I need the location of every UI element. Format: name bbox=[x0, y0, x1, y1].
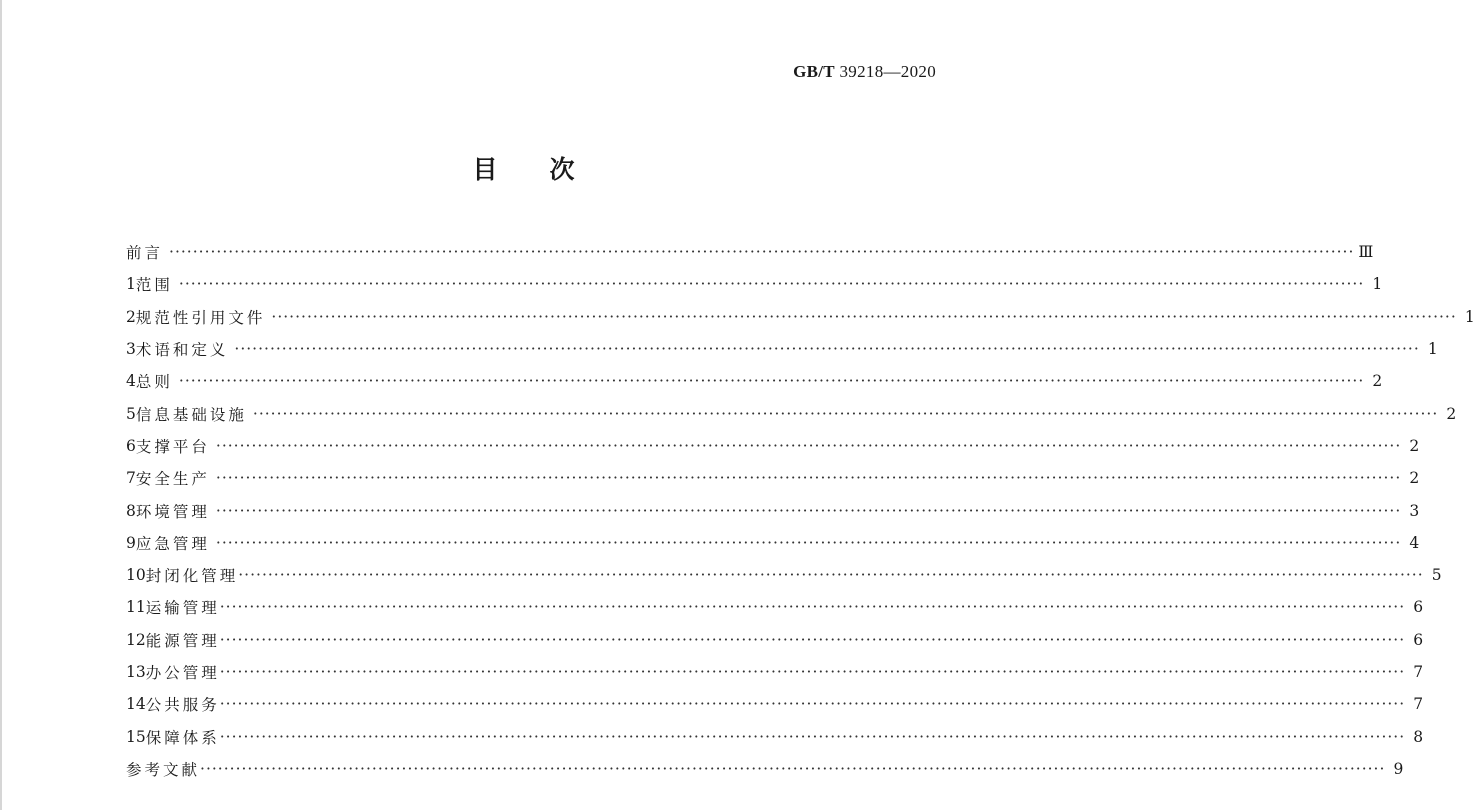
toc-entry-number: 8 bbox=[126, 501, 136, 520]
toc-entry-label: 封闭化管理 bbox=[145, 567, 239, 586]
toc-entry-page: 6 bbox=[1413, 598, 1424, 617]
toc-entry-number: 3 bbox=[126, 340, 136, 359]
toc-leader-dots: ········································································································································································································ bbox=[169, 243, 1355, 262]
toc-entry-label: 总则 bbox=[135, 373, 173, 392]
toc-entry-label: 应急管理 bbox=[135, 534, 210, 553]
toc-entry-label: 信息基础设施 bbox=[135, 405, 247, 424]
toc-leader-dots: ········································································································································································································ bbox=[219, 663, 1406, 681]
toc-entry-number: 11 bbox=[126, 598, 146, 617]
toc-entry[interactable] bbox=[126, 333, 1438, 365]
toc-entry-page: 5 bbox=[1431, 566, 1442, 585]
toc-entry[interactable] bbox=[126, 430, 1420, 462]
toc-entry-label: 环境管理 bbox=[135, 502, 210, 521]
toc-entry-number: 12 bbox=[126, 630, 146, 649]
toc-entry-label: 参考文献 bbox=[126, 760, 201, 779]
toc-entry-label: 公共服务 bbox=[145, 696, 220, 715]
toc-entry[interactable] bbox=[126, 624, 1424, 656]
toc-entry-number: 13 bbox=[126, 663, 146, 681]
toc-entry-page: 1 bbox=[1372, 275, 1383, 294]
toc-entry-page: Ⅲ bbox=[1358, 243, 1374, 262]
toc-entry-page: 1 bbox=[1464, 307, 1475, 326]
toc-entry-page: 2 bbox=[1409, 469, 1420, 488]
toc-leader-dots: ········································································································································································································ bbox=[215, 436, 1402, 455]
toc-entry[interactable] bbox=[126, 720, 1424, 752]
toc-leader-dots: ········································································································································································································ bbox=[271, 307, 1457, 326]
toc-entry-page: 1 bbox=[1427, 340, 1438, 359]
table-of-contents bbox=[126, 236, 1475, 785]
toc-entry-page: 7 bbox=[1413, 663, 1424, 681]
toc-entry-label: 能源管理 bbox=[145, 631, 220, 650]
toc-entry-number: 2 bbox=[126, 307, 136, 326]
toc-entry-label: 范围 bbox=[135, 276, 173, 295]
toc-entry-label: 支撑平台 bbox=[135, 437, 210, 456]
toc-entry-number: 7 bbox=[126, 469, 136, 488]
toc-entry-label: 运输管理 bbox=[145, 599, 220, 618]
toc-entry[interactable] bbox=[126, 591, 1424, 623]
page-title: 目次 bbox=[472, 155, 627, 184]
toc-entry-page: 2 bbox=[1446, 404, 1457, 423]
toc-entry-label: 术语和定义 bbox=[135, 341, 229, 360]
toc-leader-dots: ········································································································································································································ bbox=[215, 469, 1402, 488]
toc-entry[interactable] bbox=[126, 236, 1374, 268]
standard-number: 39218—2020 bbox=[839, 62, 936, 81]
toc-entry-page: 9 bbox=[1393, 759, 1404, 778]
toc-leader-dots: ········································································································································································································ bbox=[219, 630, 1406, 649]
toc-entry-number: 15 bbox=[126, 727, 146, 746]
toc-entry-number: 1 bbox=[126, 275, 136, 294]
toc-entry[interactable] bbox=[126, 688, 1424, 720]
toc-leader-dots: ········································································································································································································ bbox=[234, 340, 1420, 359]
toc-entry[interactable] bbox=[126, 527, 1420, 559]
toc-leader-dots: ········································································································································································································ bbox=[252, 404, 1439, 423]
toc-entry-label: 安全生产 bbox=[135, 470, 210, 489]
toc-entry-page: 2 bbox=[1409, 436, 1420, 455]
toc-entry-page: 7 bbox=[1413, 695, 1424, 714]
toc-leader-dots: ········································································································································································································ bbox=[219, 695, 1406, 714]
toc-entry[interactable] bbox=[126, 365, 1383, 397]
toc-entry[interactable] bbox=[126, 397, 1457, 429]
toc-entry[interactable] bbox=[126, 462, 1420, 494]
standard-prefix: GB/T bbox=[793, 62, 835, 81]
toc-leader-dots: ········································································································································································································ bbox=[219, 727, 1406, 746]
toc-entry-number: 10 bbox=[126, 566, 146, 585]
toc-leader-dots: ········································································································································································································ bbox=[215, 501, 1402, 520]
toc-entry-page: 4 bbox=[1409, 533, 1420, 552]
toc-entry[interactable] bbox=[126, 494, 1420, 526]
toc-entry[interactable] bbox=[126, 268, 1383, 300]
page-edge bbox=[0, 0, 2, 810]
toc-entry[interactable] bbox=[126, 559, 1442, 591]
toc-entry-number: 14 bbox=[126, 695, 146, 714]
toc-leader-dots: ········································································································································································································ bbox=[178, 275, 1365, 294]
toc-entry-number: 6 bbox=[126, 436, 136, 455]
toc-leader-dots: ········································································································································································································ bbox=[178, 372, 1365, 391]
toc-entry-number: 4 bbox=[126, 372, 136, 391]
toc-entry-page: 8 bbox=[1413, 727, 1424, 746]
toc-entry-number: 5 bbox=[126, 404, 136, 423]
toc-entry-label: 前言 bbox=[126, 244, 164, 263]
toc-entry-label: 保障体系 bbox=[145, 728, 220, 747]
standard-code bbox=[793, 62, 936, 82]
toc-entry-label: 规范性引用文件 bbox=[135, 308, 266, 327]
toc-entry[interactable] bbox=[126, 753, 1404, 785]
toc-entry[interactable] bbox=[126, 301, 1475, 333]
toc-entry-label: 办公管理 bbox=[145, 664, 220, 682]
toc-entry[interactable] bbox=[126, 656, 1424, 688]
toc-leader-dots: ········································································································································································································ bbox=[200, 759, 1386, 778]
toc-leader-dots: ········································································································································································································ bbox=[219, 598, 1406, 617]
toc-entry-page: 2 bbox=[1372, 372, 1383, 391]
toc-leader-dots: ········································································································································································································ bbox=[238, 566, 1424, 585]
toc-entry-number: 9 bbox=[126, 533, 136, 552]
toc-entry-page: 6 bbox=[1413, 630, 1424, 649]
toc-leader-dots: ········································································································································································································ bbox=[215, 533, 1402, 552]
toc-entry-page: 3 bbox=[1409, 501, 1420, 520]
